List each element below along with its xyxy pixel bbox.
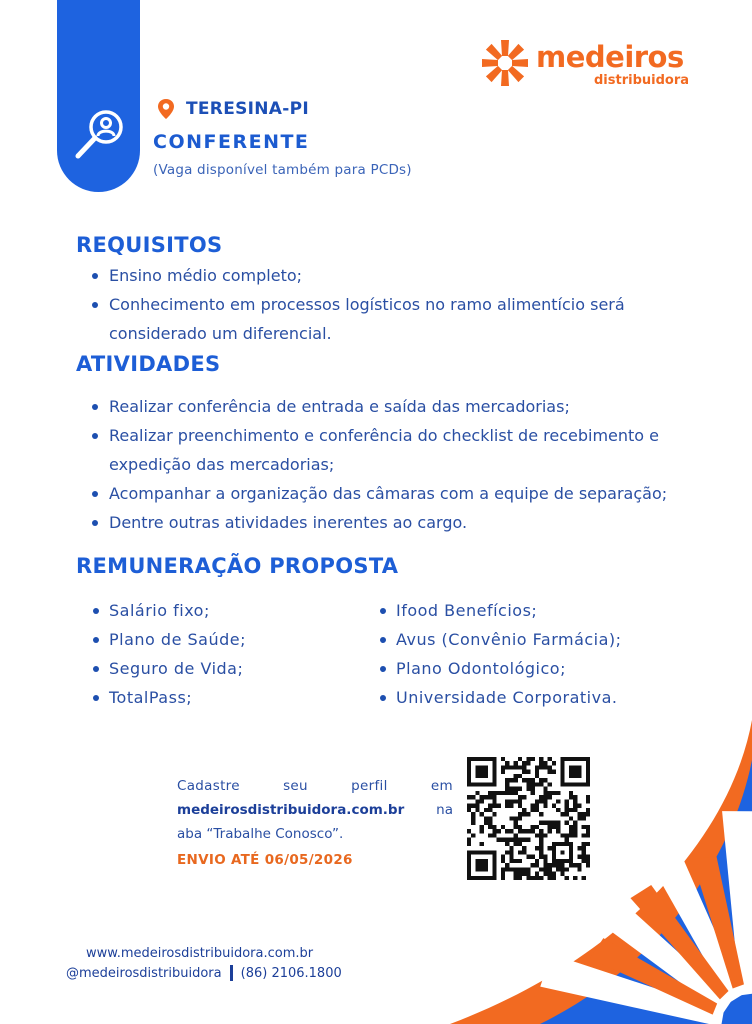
job-search-icon: [70, 104, 130, 164]
benefits-list-right: [378, 596, 708, 712]
pcd-note: (Vaga disponível também para PCDs): [153, 162, 412, 178]
list-item: Seguro de Vida;: [91, 654, 361, 683]
list-item: Conhecimento em processos logísticos no ramo alimentício será considerado um diferencial.: [90, 290, 710, 348]
list-item: Universidade Corporativa.: [378, 683, 708, 712]
footer-contact: [66, 965, 342, 981]
footer-phone[interactable]: (86) 2106.1800: [240, 965, 342, 981]
footer-instagram[interactable]: @medeirosdistribuidora: [66, 965, 222, 981]
starburst-logo-icon: [480, 38, 530, 88]
list-item: Realizar conferência de entrada e saída das mercadorias;: [90, 392, 740, 421]
location-text: TERESINA-PI: [186, 99, 310, 119]
list-item: Salário fixo;: [91, 596, 361, 625]
apply-instructions: Cadastre seu perfil em medeirosdistribuidora.com.br na aba “Trabalhe Conosco”. ENVIO ATÉ 06/05/2026: [177, 774, 453, 872]
list-item: Acompanhar a organização das câmaras com a equipe de separação;: [90, 479, 740, 508]
requirements-list: [90, 261, 710, 348]
footer-separator: [230, 965, 233, 981]
benefits-list-left: [91, 596, 361, 712]
footer-website[interactable]: www.medeirosdistribuidora.com.br: [86, 946, 314, 961]
careers-site-link[interactable]: medeirosdistribuidora.com.br: [177, 802, 405, 818]
company-logo: [480, 38, 700, 94]
list-item: Ensino médio completo;: [90, 261, 710, 290]
decorative-burst-graphic: [430, 720, 752, 1024]
location-pin-icon: [156, 98, 176, 120]
activities-heading: ATIVIDADES: [76, 352, 221, 376]
logo-wordmark: medeiros: [536, 40, 684, 74]
list-item: Plano Odontológico;: [378, 654, 708, 683]
activities-list: [90, 392, 740, 537]
requirements-heading: REQUISITOS: [76, 233, 223, 257]
list-item: TotalPass;: [91, 683, 361, 712]
logo-subtitle: distribuidora: [594, 73, 690, 88]
list-item: Dentre outras atividades inerentes ao cargo.: [90, 508, 740, 537]
list-item: Ifood Benefícios;: [378, 596, 708, 625]
list-item: Realizar preenchimento e conferência do checklist de recebimento e expedição das mercadorias;: [90, 421, 740, 479]
job-title: CONFERENTE: [153, 131, 310, 153]
list-item: Plano de Saúde;: [91, 625, 361, 654]
compensation-heading: REMUNERAÇÃO PROPOSTA: [76, 554, 399, 578]
deadline-text: ENVIO ATÉ 06/05/2026: [177, 852, 353, 868]
job-location: [156, 98, 309, 120]
list-item: Avus (Convênio Farmácia);: [378, 625, 708, 654]
